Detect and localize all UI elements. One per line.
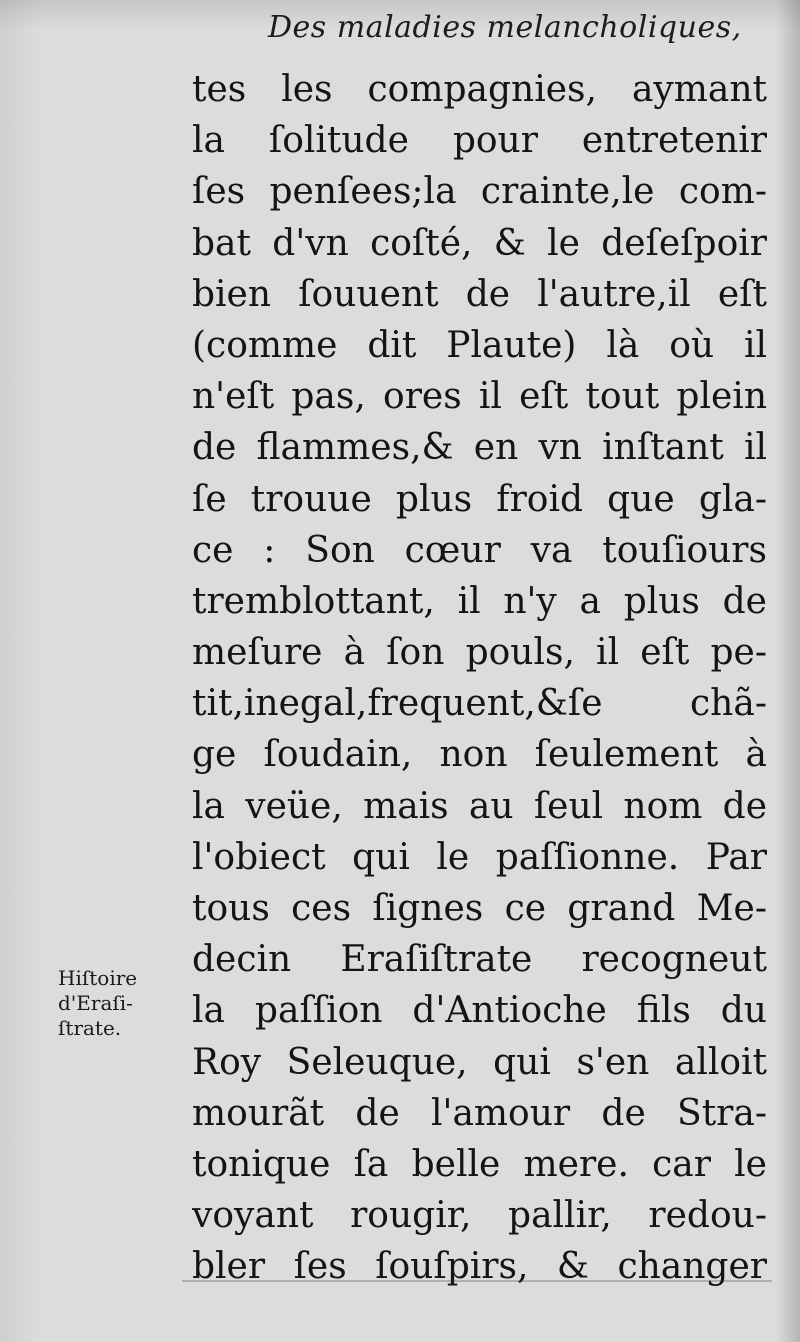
text-line: ge ſoudain, non ſeulement à [192, 734, 767, 776]
text-line: tit,inegal,frequent,&ſe chã- [192, 683, 767, 725]
text-line: de flammes,& en vn inſtant il [192, 427, 767, 469]
running-head: Des maladies melancholiques, [268, 10, 742, 45]
text-line: tes les compagnies, aymant [192, 69, 767, 110]
margin-note-line: ſtrate. [58, 1016, 122, 1040]
text-line: mourãt de l'amour de Stra- [192, 1092, 767, 1134]
text-line: tonique ſa belle mere. car le [192, 1143, 767, 1185]
text-line: voyant rougir, pallir, redou- [192, 1195, 767, 1237]
text-line: la ſolitude pour entretenir [192, 120, 767, 162]
text-line: Roy Seleuque, qui s'en alloit [192, 1041, 767, 1083]
text-line: bien ſouuent de l'autre,il eſt [192, 273, 767, 315]
text-line: decin Eraſiſtrate recogneut [192, 939, 767, 981]
body-text [192, 64, 767, 1293]
text-line: tous ces ſignes ce grand Me- [192, 888, 767, 929]
text-line: tremblottant, il n'y a plus de [192, 580, 767, 622]
text-line: bler ſes ſouſpirs, & changer [192, 1246, 767, 1288]
text-line: ſes penſees;la crainte,le com- [192, 171, 767, 213]
margin-note [58, 966, 188, 1041]
text-line: n'eſt pas, ores il eſt tout plein [192, 376, 767, 418]
text-line: ce : Son cœur va touſiours [192, 529, 767, 571]
text-line: la veüe, mais au ſeul nom de [192, 785, 767, 827]
text-line: ſe trouue plus froid que gla- [192, 478, 767, 520]
text-line: l'obiect qui le paſſionne. Par [192, 836, 767, 878]
margin-note-line: Hiſtoire [58, 966, 138, 990]
text-line: la paſſion d'Antioche fils du [192, 990, 767, 1032]
margin-note-line: d'Eraſi- [58, 991, 133, 1015]
text-line: (comme dit Plaute) là où il [192, 324, 767, 366]
text-line: meſure à ſon pouls, il eſt pe- [192, 632, 767, 674]
text-line: bat d'vn coſté, & le deſeſpoir [192, 222, 767, 264]
bottom-shadow-line [182, 1280, 772, 1282]
